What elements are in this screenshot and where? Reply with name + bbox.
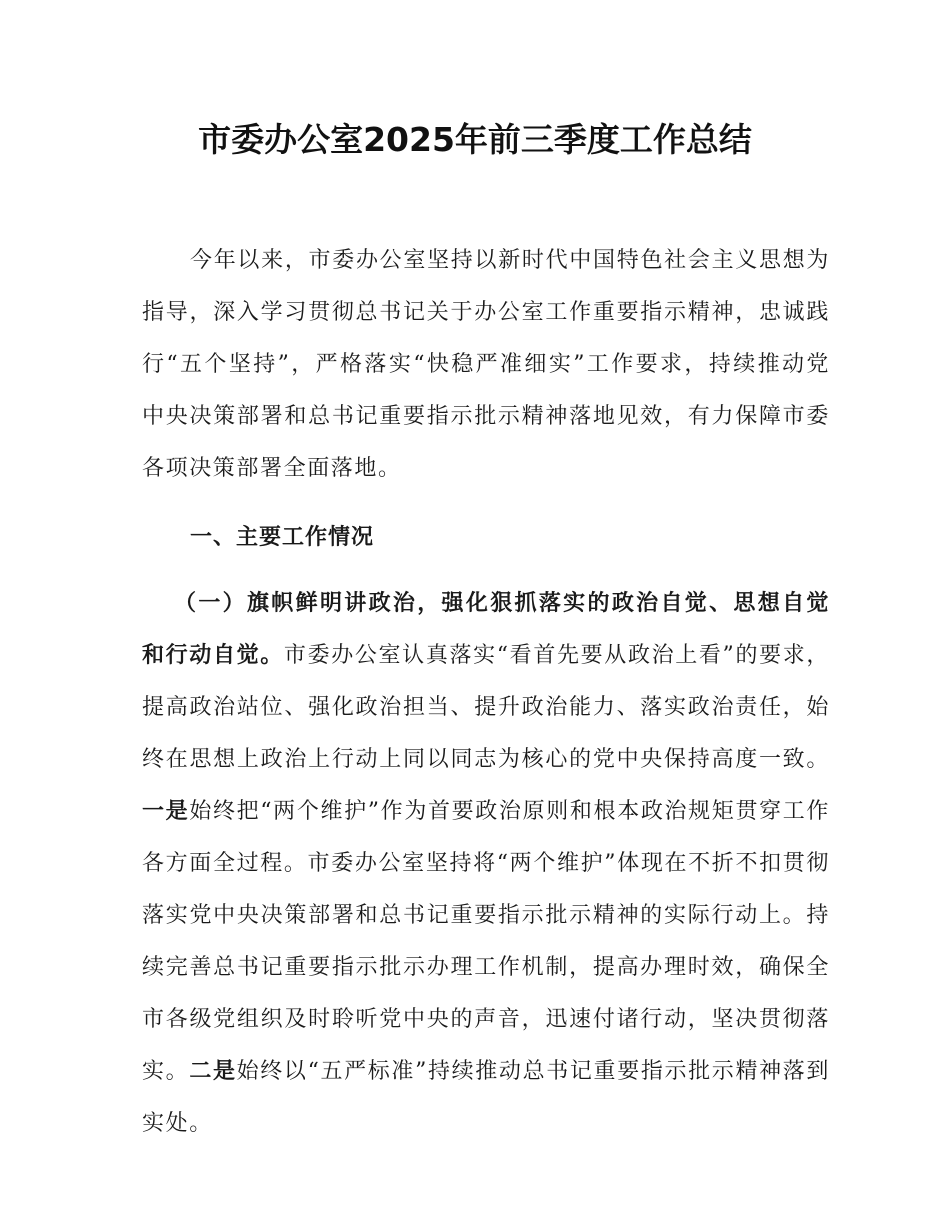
point-2-text: 始终以“五严标准”持续推动总书记重要指示批示精神落到实处。 <box>142 1059 831 1136</box>
subsection-paragraph <box>142 578 830 1150</box>
subsection-text: 市委办公室认真落实“看首先要从政治上看”的要求，提高政治站位、强化政治担当、提升政治能力、落实政治责任，始终在思想上政治上行动上同以同志为核心的党中央保持高度一致。 <box>142 643 830 772</box>
section-heading: 一、主要工作情况 <box>190 525 375 550</box>
document-title: 市委办公室2025年前三季度工作总结 <box>198 120 752 159</box>
point-1-label: 一是 <box>142 799 190 824</box>
point-2-label: 二是 <box>189 1059 237 1084</box>
point-1-text: 始终把“两个维护”作为首要政治原则和根本政治规矩贯穿工作各方面全过程。市委办公室坚持将“两个维护”体现在不折不扣贯彻落实党中央决策部署和总书记重要指示批示精神的实际行动上。持续完善总书记重要指示批示办理工作机制，提高办理时效，确保全市各级党组织及时聆听党中央的声音，迅速付诸行动，坚决贯彻落实。 <box>142 799 831 1084</box>
intro-paragraph: 今年以来，市委办公室坚持以新时代中国特色社会主义思想为指导，深入学习贯彻总书记关于办公室工作重要指示精神，忠诚践行“五个坚持”，严格落实“快稳严准细实”工作要求，持续推动党中央决策部署和总书记重要指示批示精神落地见效，有力保障市委各项决策部署全面落地。 <box>142 248 830 481</box>
subsection-heading: （一）旗帜鲜明讲政治，强化狠抓落实的政治自觉、思想自觉和行动自觉。 <box>142 591 830 668</box>
